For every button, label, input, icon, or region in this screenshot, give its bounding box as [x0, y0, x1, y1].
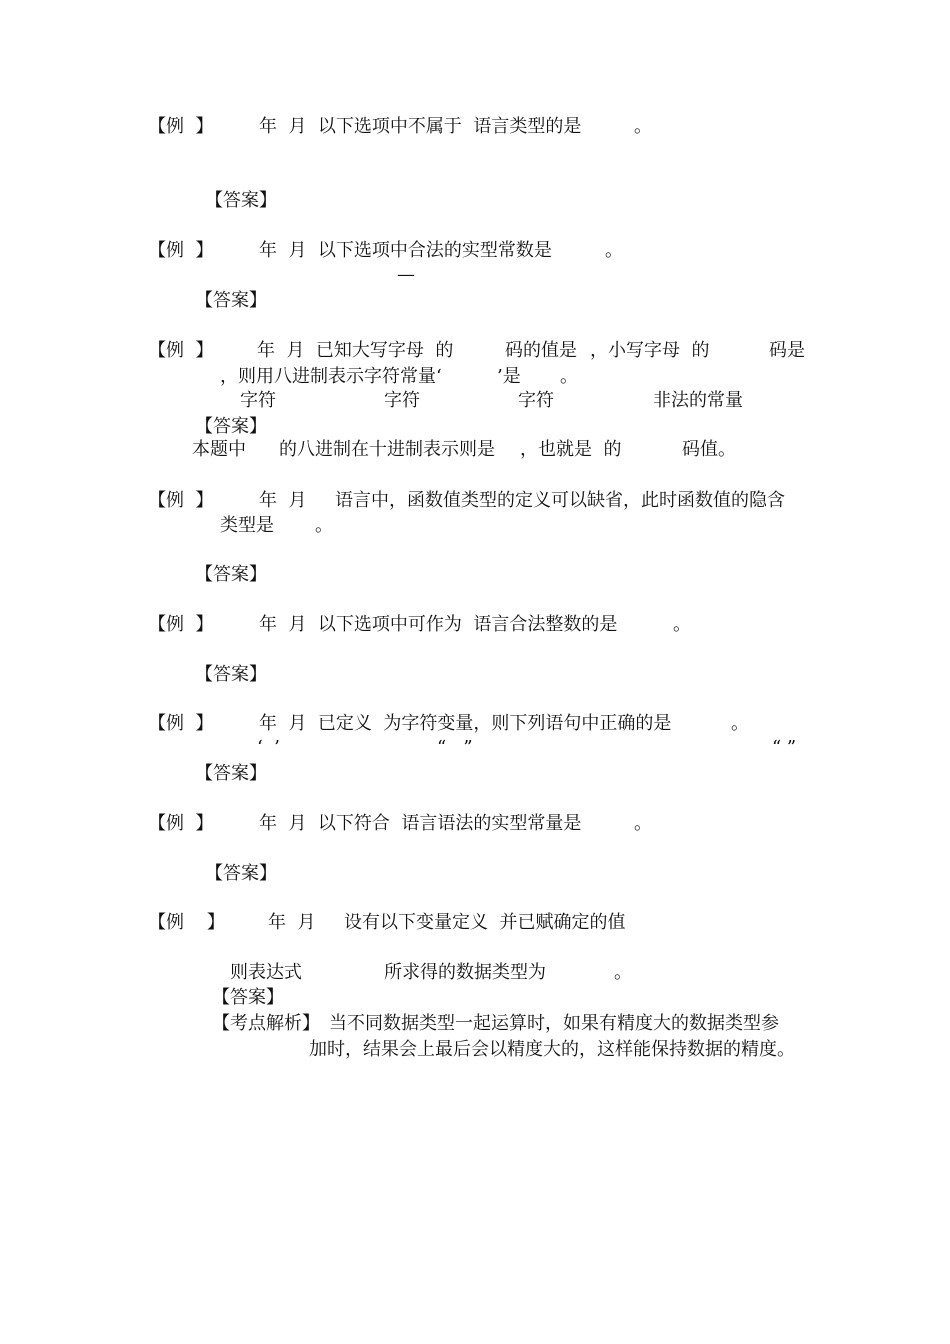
example-8-stem: 年 月 设有以下变量定义 并已赋确定的值	[268, 912, 626, 933]
example-2-stem: 年 月 以下选项中合法的实型常数是	[259, 240, 552, 261]
example-4-line2: 类型是	[220, 515, 274, 536]
example-6-label: 【例 】	[148, 713, 214, 734]
example-8-analysis-line1: 当不同数据类型一起运算时，如果有精度大的数据类型参	[329, 1013, 779, 1034]
example-3-explanation-b: 的八进制在十进制表示则是	[279, 439, 495, 460]
example-5-answer: 【答案】	[195, 664, 267, 685]
example-3-option-d: 非法的常量	[653, 390, 743, 411]
example-8-answer: 【答案】	[212, 987, 284, 1008]
example-4-end: 。	[315, 515, 333, 536]
example-3-line1-c: ，小写字母 的	[590, 340, 710, 361]
example-1-end: 。	[634, 116, 652, 137]
example-3-line2-a: ，则用八进制表示字符常量‘	[220, 366, 442, 387]
example-8-line2-a: 则表达式	[230, 962, 302, 983]
example-8-analysis-line2: 加时，结果会上最后会以精度大的，这样能保持数据的精度。	[309, 1039, 795, 1060]
example-1-answer: 【答案】	[205, 190, 277, 211]
example-8-line2-b: 所求得的数据类型为	[384, 962, 546, 983]
example-5-stem: 年 月 以下选项中可作为 语言合法整数的是	[259, 614, 618, 635]
example-7-answer: 【答案】	[205, 863, 277, 884]
example-4-answer: 【答案】	[195, 564, 267, 585]
example-3-line2-end: 。	[560, 366, 578, 387]
example-5-end: 。	[673, 614, 691, 635]
example-6-option-a: ‘ ’	[257, 737, 280, 758]
example-3-label: 【例 】	[148, 340, 214, 361]
example-1-label: 【例 】	[148, 116, 214, 137]
example-3-line1-a: 年 月 已知大写字母 的	[257, 340, 454, 361]
example-3-line1-d: 码是	[769, 340, 805, 361]
example-8-line2-end: 。	[614, 962, 632, 983]
example-6-option-d: “ ”	[772, 737, 797, 758]
example-8-analysis-label: 【考点解析】	[212, 1013, 320, 1034]
example-4-line1: 年 月 语言中，函数值类型的定义可以缺省，此时函数值的隐含	[259, 490, 786, 511]
example-3-line2-b: ’是	[497, 366, 521, 387]
example-8-label: 【例 】	[148, 912, 225, 933]
example-6-end: 。	[731, 713, 749, 734]
example-5-label: 【例 】	[148, 614, 214, 635]
example-6-option-b: “ ”	[437, 737, 473, 758]
example-2-option-mark: —	[397, 264, 415, 285]
example-1-stem: 年 月 以下选项中不属于 语言类型的是	[259, 116, 582, 137]
example-6-answer: 【答案】	[195, 763, 267, 784]
example-3-explanation-c: ，也就是 的	[520, 439, 622, 460]
example-6-stem: 年 月 已定义 为字符变量，则下列语句中正确的是	[259, 713, 672, 734]
example-3-line1-b: 码的值是	[505, 340, 577, 361]
example-7-label: 【例 】	[148, 813, 214, 834]
example-3-answer: 【答案】	[195, 416, 267, 437]
example-7-end: 。	[634, 813, 652, 834]
example-4-label: 【例 】	[148, 490, 214, 511]
example-3-option-b: 字符	[384, 390, 420, 411]
example-2-answer: 【答案】	[195, 290, 267, 311]
example-2-label: 【例 】	[148, 240, 214, 261]
example-3-option-a: 字符	[240, 390, 276, 411]
example-3-explanation-a: 本题中	[192, 439, 246, 460]
example-2-end: 。	[605, 240, 623, 261]
example-3-explanation-d: 码值。	[682, 439, 736, 460]
example-7-stem: 年 月 以下符合 语言语法的实型常量是	[259, 813, 582, 834]
example-3-option-c: 字符	[518, 390, 554, 411]
